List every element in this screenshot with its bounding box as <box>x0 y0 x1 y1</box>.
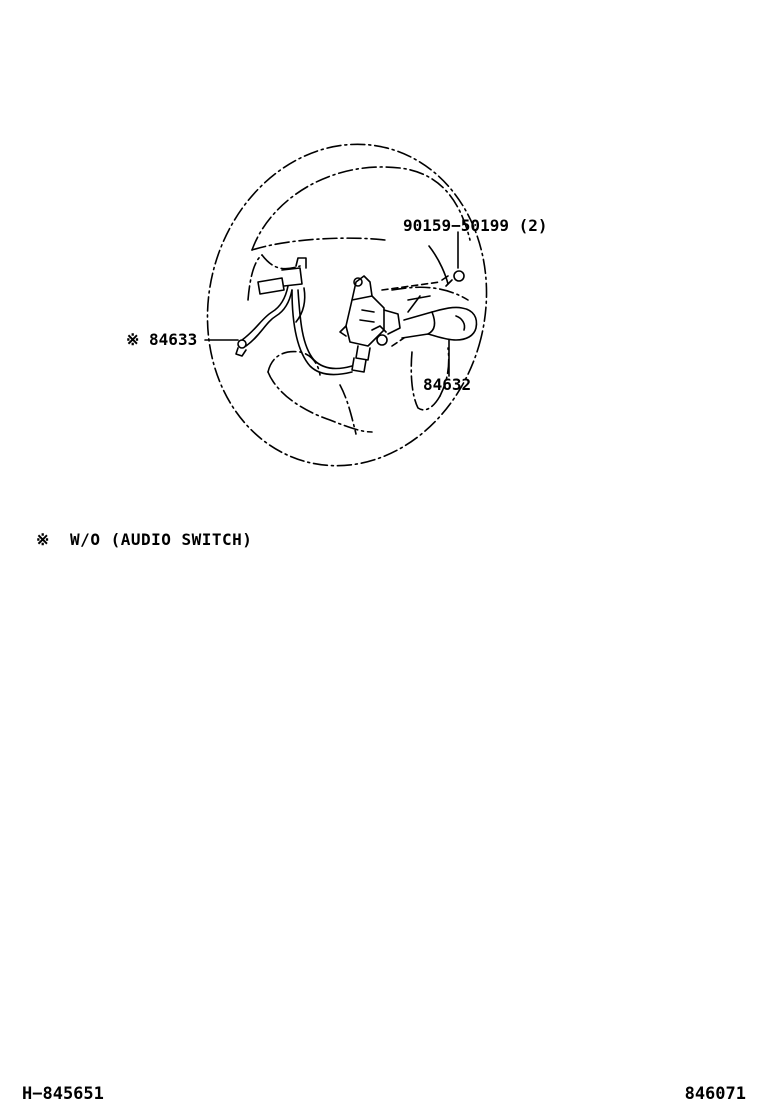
callout-switch-84632: 84632 <box>423 375 472 394</box>
callout-bolt-90159-50199: 90159−50199 (2) <box>403 216 548 235</box>
steering-wheel-hub-lower <box>268 352 320 375</box>
switch-bracket <box>340 276 400 372</box>
assembly-guide-bolt <box>382 282 440 290</box>
page-reference: 846071 <box>684 1084 746 1104</box>
note-symbol: ※ <box>36 530 50 549</box>
callout-wire-84633: ※ 84633 <box>126 330 198 349</box>
note-text: W/O (AUDIO SWITCH) <box>70 530 253 549</box>
audio-switch-84632 <box>402 296 476 340</box>
wire-harness-84633 <box>236 258 352 374</box>
steering-wheel-spoke-left <box>252 238 385 250</box>
note-without-audio-switch <box>36 530 252 549</box>
illustration-id: H−845651 <box>22 1084 104 1104</box>
